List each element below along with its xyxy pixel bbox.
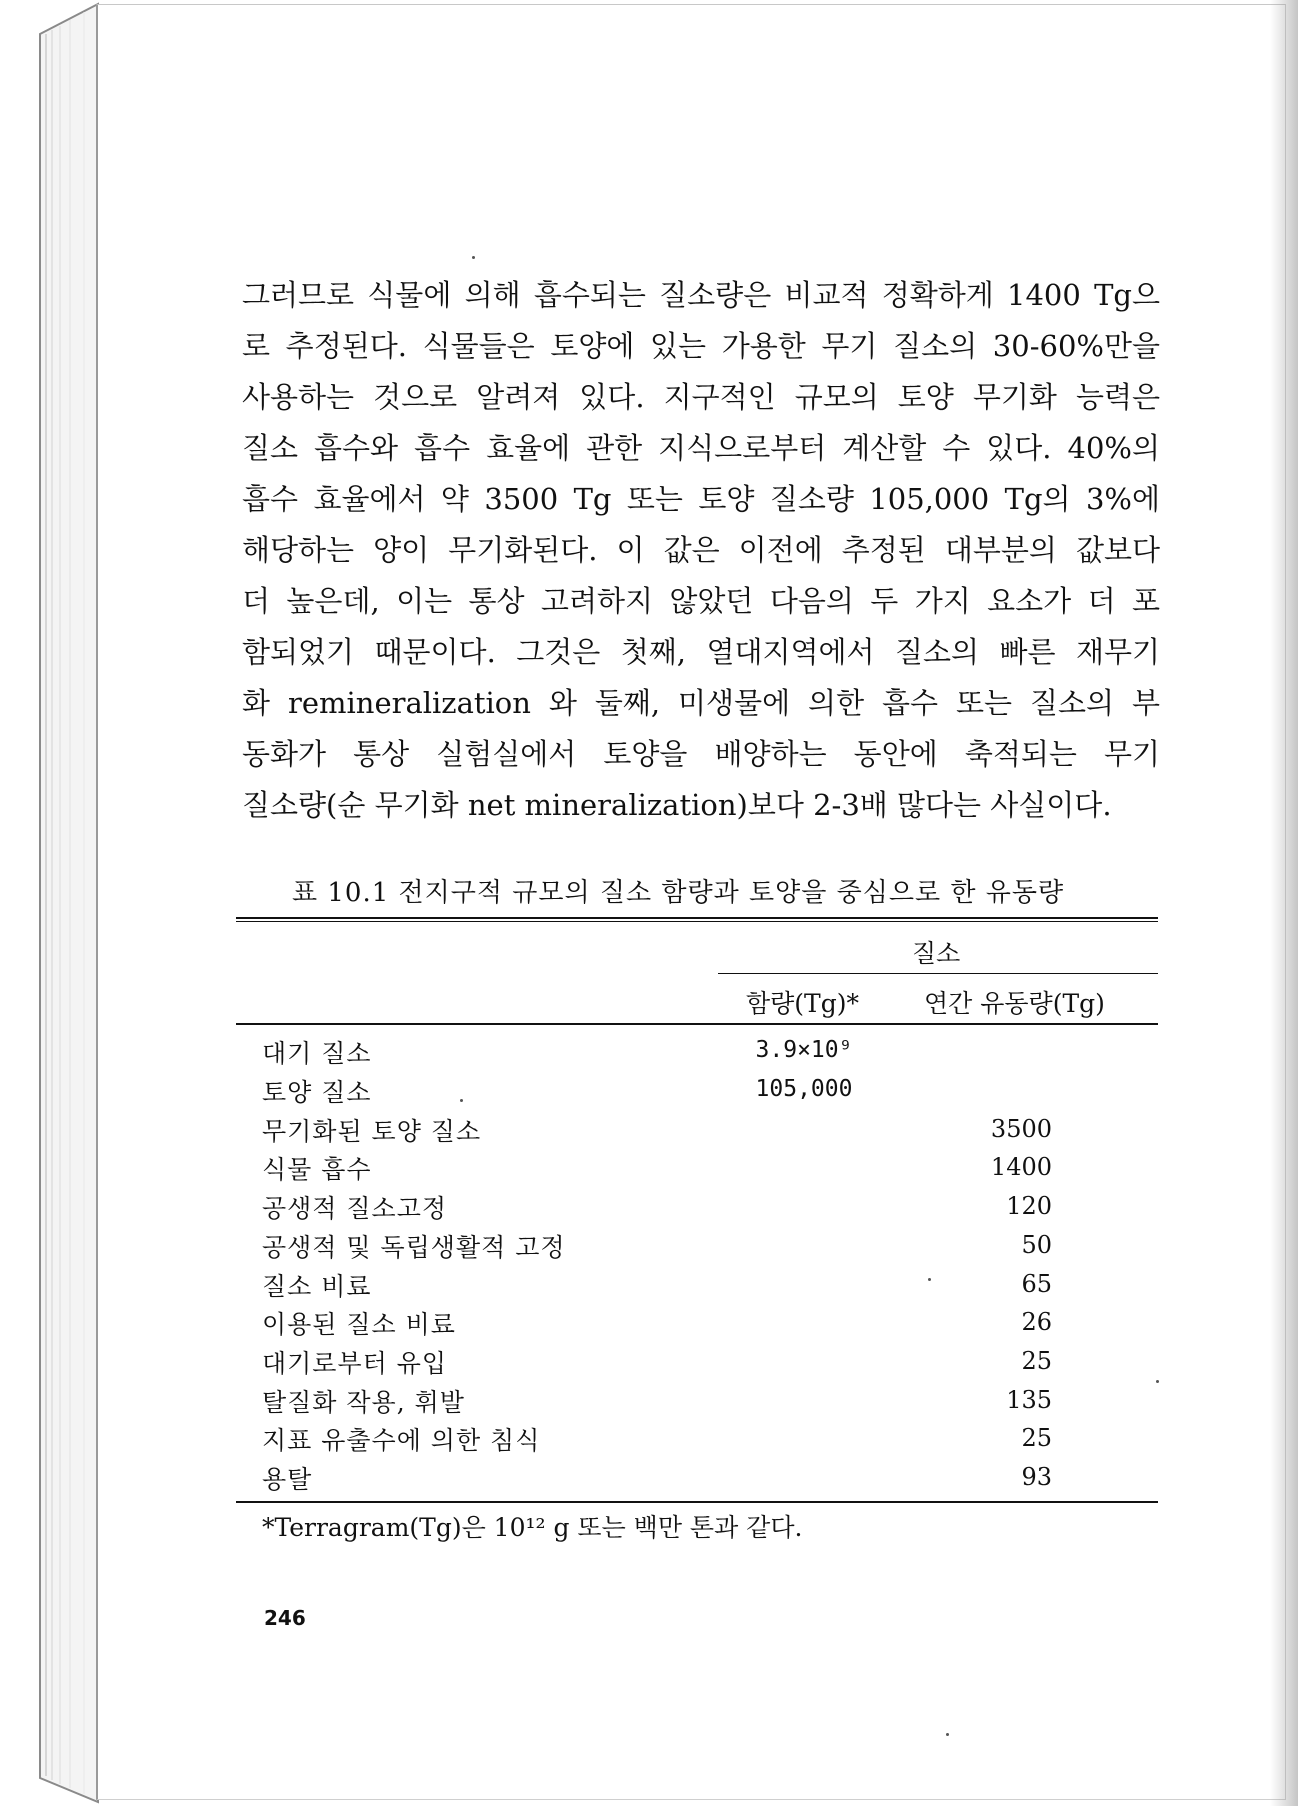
group-header-nitrogen: 질소 xyxy=(912,939,961,968)
body-paragraph xyxy=(242,270,1160,831)
table-footnote: *Terragram(Tg)은 10¹² g 또는 백만 톤과 같다. xyxy=(262,1513,803,1542)
row-flux-value: 26 xyxy=(1021,1308,1052,1336)
row-flux-value: 120 xyxy=(1006,1192,1052,1220)
row-flux-value: 1400 xyxy=(990,1153,1052,1181)
scan-speck xyxy=(460,1099,463,1102)
row-label: 지표 유출수에 의한 침식 xyxy=(262,1426,541,1455)
row-label: 토양 질소 xyxy=(262,1078,372,1107)
scan-speck xyxy=(1156,1380,1159,1383)
scan-speck xyxy=(946,1733,949,1736)
table-top-rule xyxy=(236,917,1158,919)
page-number: 246 xyxy=(264,1606,306,1630)
row-flux-value: 93 xyxy=(1021,1463,1052,1491)
paragraph-line: 질소량(순 무기화 net mineralization)보다 2-3배 많다는 사실이다. xyxy=(242,788,1112,822)
paragraph-line: 화 remineralization 와 둘째, 미생물에 의한 흡수 또는 질소의 부 xyxy=(242,686,1160,720)
table-caption: 표 10.1 전지구적 규모의 질소 함량과 토양을 중심으로 한 유동량 xyxy=(292,878,1065,908)
scan-speck xyxy=(472,256,475,259)
paragraph-line: 더 높은데, 이는 통상 고려하지 않았던 다음의 두 가지 요소가 더 포 xyxy=(242,584,1160,618)
row-label: 공생적 질소고정 xyxy=(262,1194,447,1223)
row-flux-value: 65 xyxy=(1021,1270,1052,1298)
page-edge-shadow xyxy=(1270,0,1298,1806)
paragraph-line: 사용하는 것으로 알려져 있다. 지구적인 규모의 토양 무기화 능력은 xyxy=(242,380,1160,414)
paragraph-line: 그러므로 식물에 의해 흡수되는 질소량은 비교적 정확하게 1400 Tg으 xyxy=(242,278,1160,312)
row-content-value: 105,000 xyxy=(755,1076,853,1102)
row-content-value: 3.9×10⁹ xyxy=(755,1037,853,1063)
row-label: 식물 흡수 xyxy=(262,1155,372,1184)
paragraph-line: 함되었기 때문이다. 그것은 첫째, 열대지역에서 질소의 빠른 재무기 xyxy=(242,635,1160,669)
row-label: 용탈 xyxy=(262,1465,313,1494)
row-label: 대기 질소 xyxy=(262,1039,372,1068)
row-flux-value: 135 xyxy=(1006,1386,1052,1414)
paragraph-line: 해당하는 양이 무기화된다. 이 값은 이전에 추정된 대부분의 값보다 xyxy=(242,533,1160,567)
paragraph-line: 로 추정된다. 식물들은 토양에 있는 가용한 무기 질소의 30-60%만을 xyxy=(242,329,1160,363)
paragraph-line: 흡수 효율에서 약 3500 Tg 또는 토양 질소량 105,000 Tg의 3%에 xyxy=(242,482,1160,516)
column-header-annual-flux: 연간 유동량(Tg) xyxy=(924,989,1105,1018)
table-bottom-rule xyxy=(236,1501,1158,1503)
row-flux-value: 25 xyxy=(1021,1347,1052,1375)
column-header-content: 함량(Tg)* xyxy=(746,989,859,1018)
paragraph-line: 동화가 통상 실험실에서 토양을 배양하는 동안에 축적되는 무기 xyxy=(242,737,1160,771)
row-label: 대기로부터 유입 xyxy=(262,1349,447,1378)
group-header-rule xyxy=(718,973,1158,974)
row-flux-value: 25 xyxy=(1021,1424,1052,1452)
row-label: 공생적 및 독립생활적 고정 xyxy=(262,1233,566,1262)
table-top-rule-inner xyxy=(236,921,1158,922)
row-label: 탈질화 작용, 휘발 xyxy=(262,1388,465,1417)
row-label: 질소 비료 xyxy=(262,1272,372,1301)
row-label: 무기화된 토양 질소 xyxy=(262,1117,482,1146)
header-bottom-rule xyxy=(236,1023,1158,1025)
row-flux-value: 3500 xyxy=(990,1115,1052,1143)
row-label: 이용된 질소 비료 xyxy=(262,1310,456,1339)
paragraph-line: 질소 흡수와 흡수 효율에 관한 지식으로부터 계산할 수 있다. 40%의 xyxy=(242,431,1160,465)
row-flux-value: 50 xyxy=(1021,1231,1052,1259)
scan-speck xyxy=(928,1278,931,1281)
